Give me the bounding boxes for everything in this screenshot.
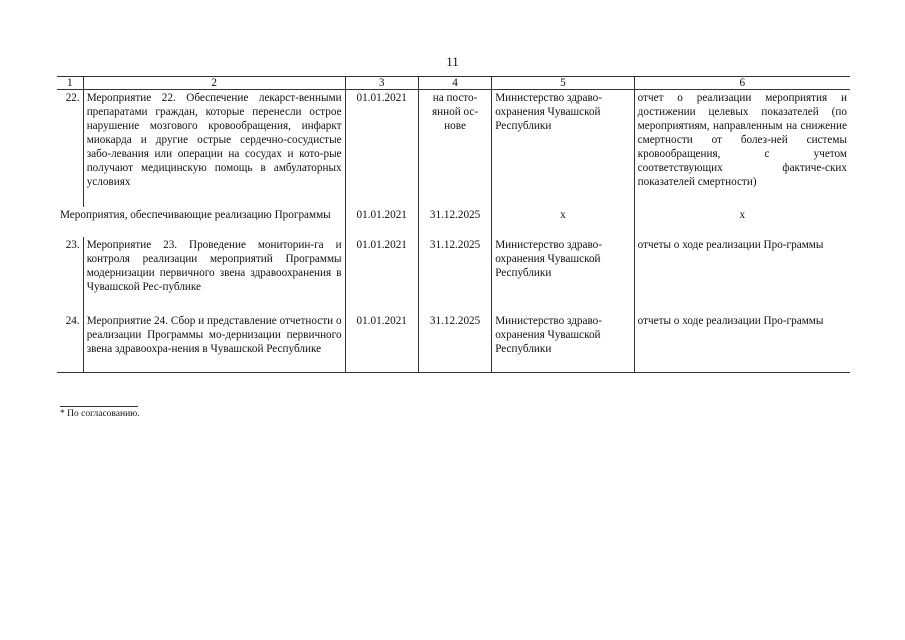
table-row (57, 90, 850, 207)
column-header: 1 (57, 77, 83, 90)
end-date-cell: 31.12.2025 (418, 237, 491, 313)
column-header: 4 (418, 77, 491, 90)
end-date-cell: 31.12.2025 (418, 207, 491, 237)
activity-cell: Мероприятие 22. Обеспечение лекарст-венными препаратами граждан, которые перенесли острое нарушение мозгового кровообращения, инфаркт миокарда и другие острые сердечно-сосудистые забо-левания или операции на сосудах и кото-рые получают медицинскую помощь в амбулаторных условиях (83, 90, 345, 207)
responsible-cell: Министерство здраво-охранения Чувашской Республики (492, 90, 634, 207)
column-header: 2 (83, 77, 345, 90)
end-date-cell: на посто-янной ос-нове (418, 90, 491, 207)
start-date-cell: 01.01.2021 (345, 90, 418, 207)
footnote-divider (60, 406, 138, 407)
activities-table (57, 76, 850, 373)
end-date-cell: 31.12.2025 (418, 313, 491, 373)
responsible-cell: Министерство здраво-охранения Чувашской Республики (492, 313, 634, 373)
footnote: * По согласованию. (60, 409, 140, 419)
group-title-cell: Мероприятия, обеспечивающие реализацию Программы (60, 208, 331, 221)
result-cell: отчеты о ходе реализации Про-граммы (634, 237, 850, 313)
activity-cell: Мероприятие 23. Проведение мониторин-га и контроля реализации мероприятий Программы модернизации первичного звена здравоохранения в Чувашской Рес-публике (83, 237, 345, 313)
table-row (57, 207, 850, 237)
start-date-cell: 01.01.2021 (345, 237, 418, 313)
row-number: 24. (57, 313, 83, 373)
column-header: 3 (345, 77, 418, 90)
row-number: 22. (65, 92, 80, 104)
result-cell: х (634, 207, 850, 237)
responsible-cell: х (492, 207, 634, 237)
responsible-cell: Министерство здраво-охранения Чувашской Республики (492, 237, 634, 313)
column-header: 6 (634, 77, 850, 90)
start-date-cell: 01.01.2021 (345, 207, 418, 237)
start-date-cell: 01.01.2021 (345, 313, 418, 373)
column-header: 5 (492, 77, 634, 90)
page-number: 11 (446, 54, 459, 69)
row-number: 23. (65, 238, 80, 251)
result-cell: отчет о реализации мероприятия и достижении целевых показателей (по мероприятиям, направленным на снижение смертности от болез-ней системы кровообращения, с учетом соответствующих фактиче-ских показателей смертности) (634, 90, 850, 207)
table-row (57, 237, 850, 313)
result-cell: отчеты о ходе реализации Про-граммы (634, 313, 850, 373)
table-header-row (57, 77, 850, 90)
activity-cell: Мероприятие 24. Сбор и представление отчетности о реализации Программы мо-дернизации первичного звена здравоохра-нения в Чувашской Республике (83, 313, 345, 373)
table-row (57, 313, 850, 373)
